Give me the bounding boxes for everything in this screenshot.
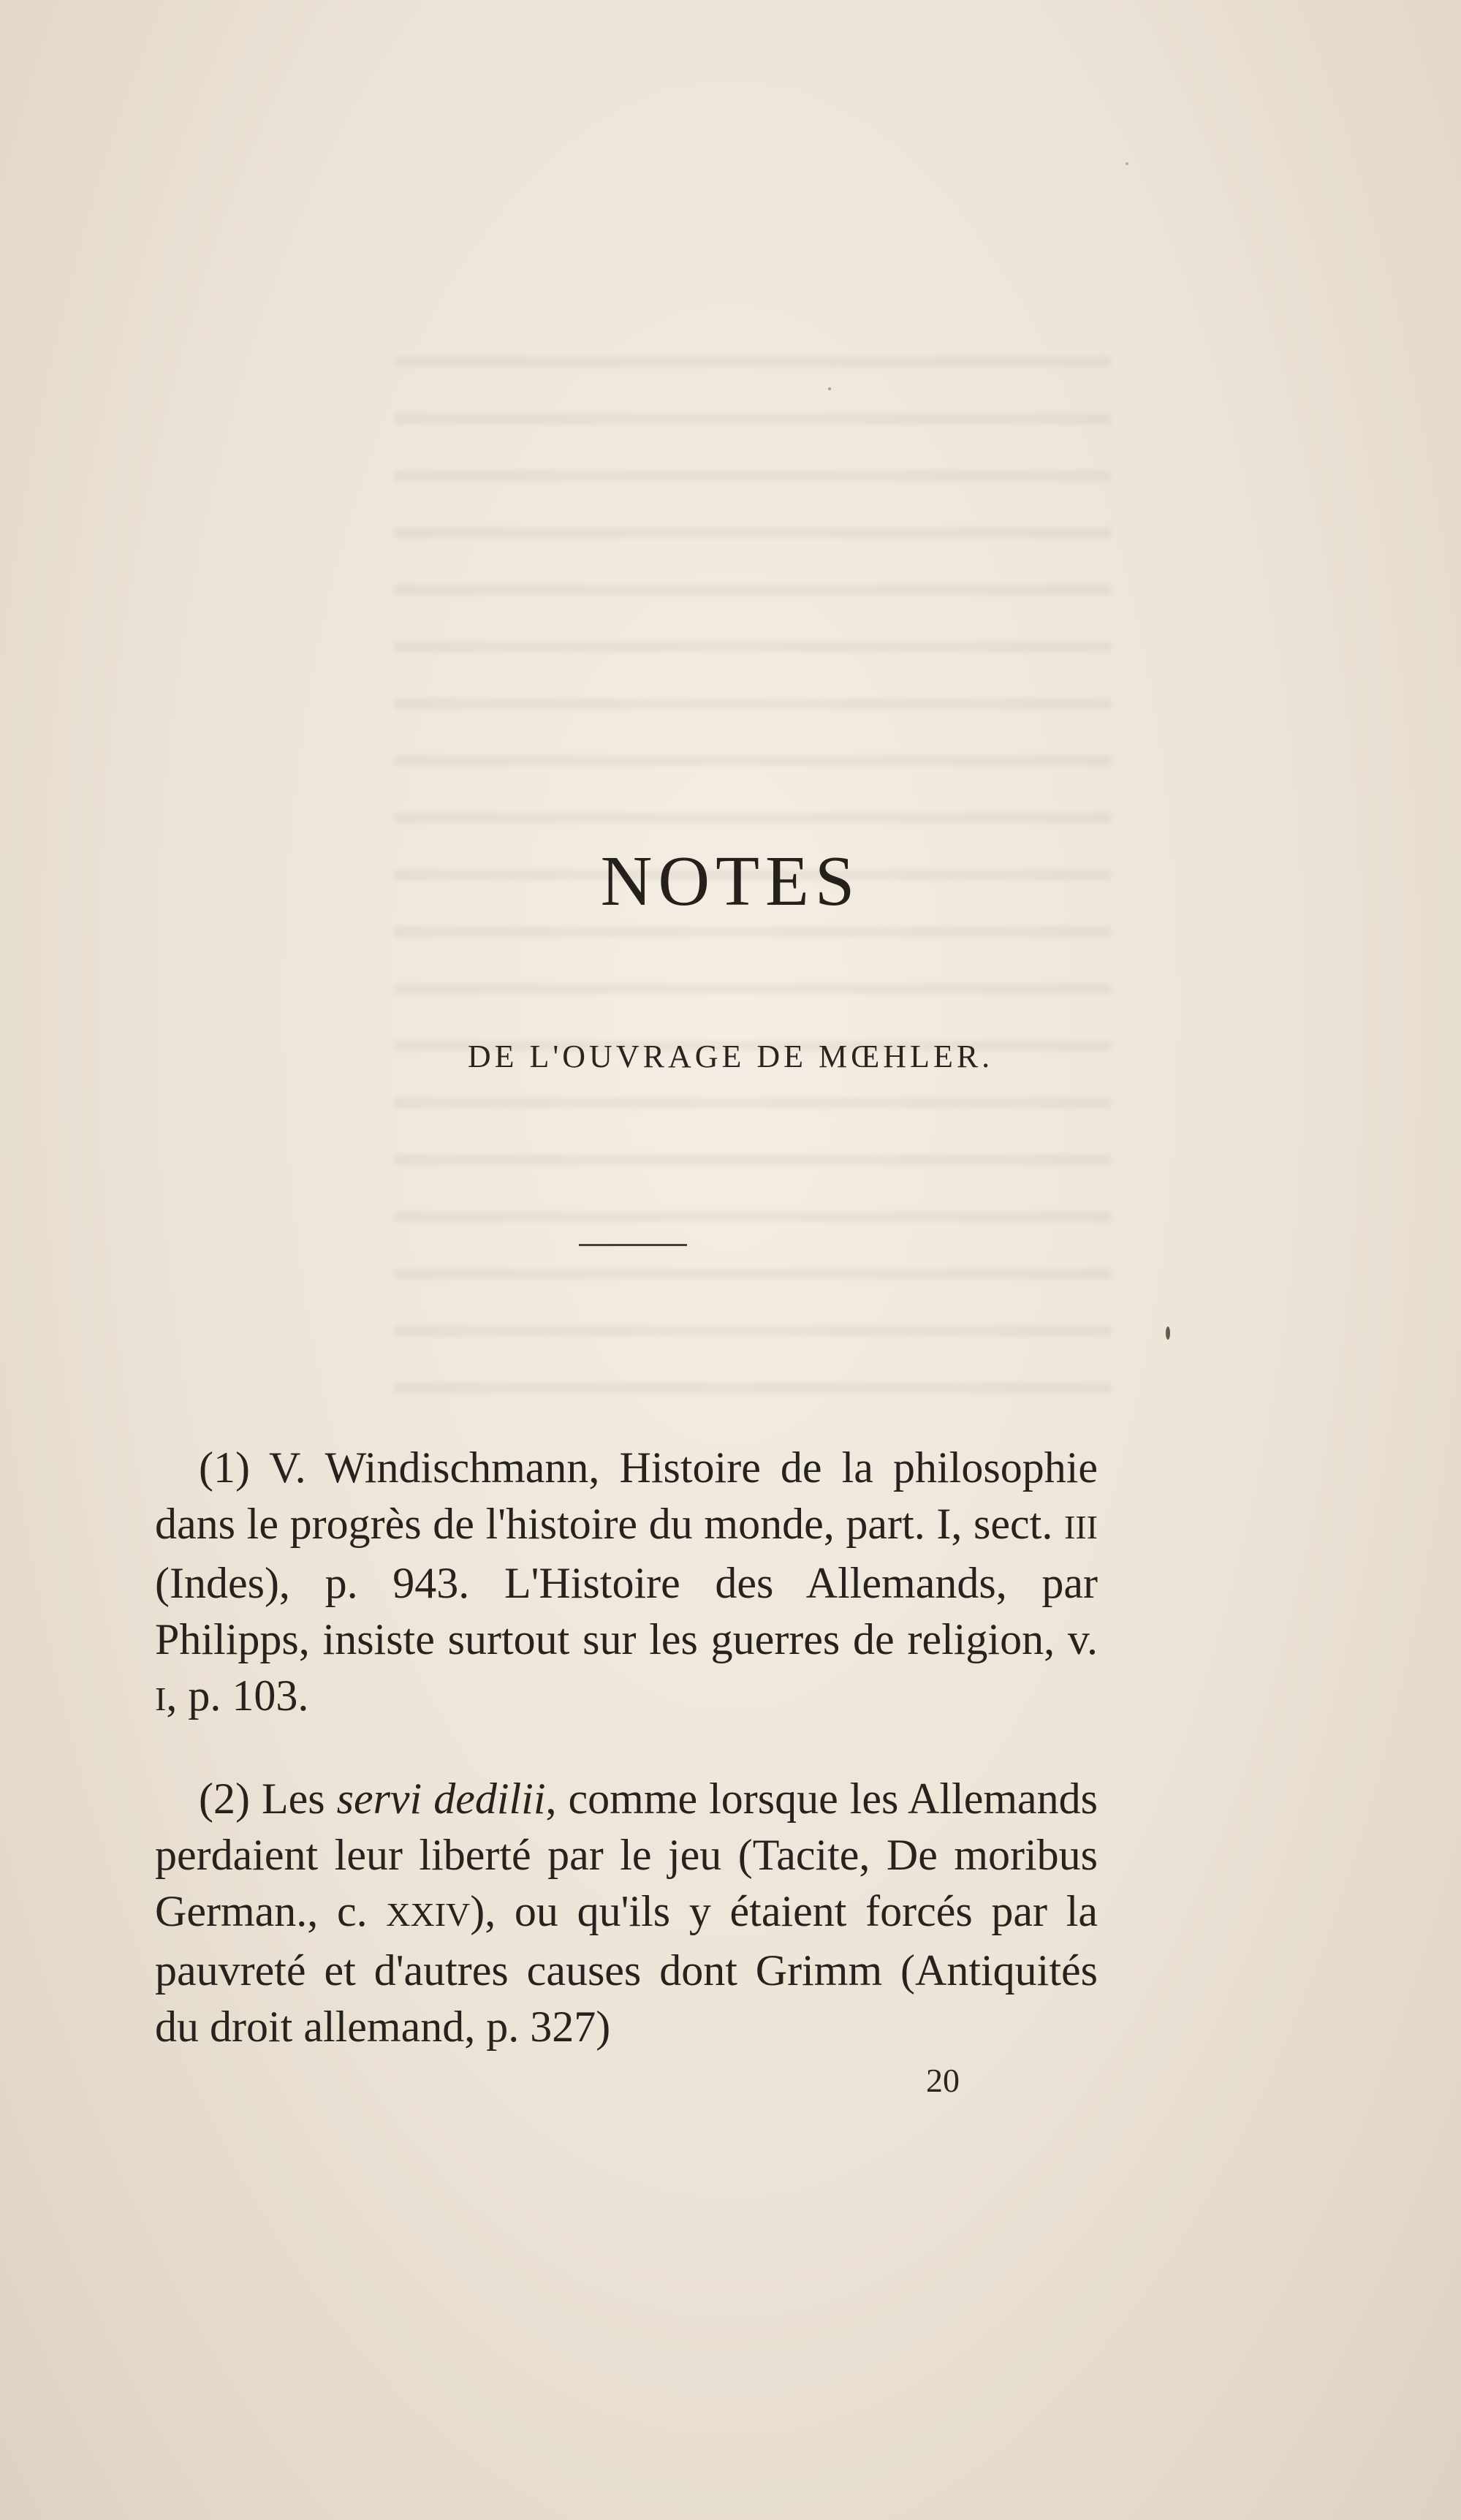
folio-signature: 20: [926, 2062, 960, 2099]
note-text: ), ou qu'ils y étaient forcés par la pauvreté et d'autres causes dont Grimm (Antiquités du droit allemand, p. 327): [155, 1887, 1098, 2051]
note-italic-term: servi dedilii: [336, 1775, 546, 1823]
paper-speck: [828, 387, 831, 390]
note-roman: I: [155, 1680, 167, 1718]
note-1: [155, 1440, 1098, 1727]
note-number: (2): [199, 1775, 250, 1823]
paper-speck: [1126, 162, 1128, 165]
notes-body: [155, 1440, 1098, 2099]
page-title: NOTES: [600, 842, 861, 921]
note-2: [155, 1771, 1098, 2055]
note-text: , p. 103.: [166, 1671, 309, 1720]
note-text: Les: [261, 1775, 337, 1823]
note-text: (Indes), p. 943. L'Histoire des Allemands, par Philipps, insiste surtout sur les guerres de religion, v.: [155, 1559, 1098, 1663]
paper-speck: [1166, 1327, 1170, 1340]
note-text: , comme lorsque les Allemands perdaient leur liberté par le jeu (Tacite, De moribus German., c.: [155, 1775, 1098, 1935]
section-divider: [579, 1244, 687, 1246]
page-subtitle: DE L'OUVRAGE DE MŒHLER.: [467, 1039, 994, 1074]
note-text: V. Windischmann, Histoire de la philosophie dans le progrès de l'histoire du monde, part. I, sect.: [155, 1443, 1098, 1548]
note-number: (1): [199, 1443, 250, 1492]
note-roman: XXIV: [386, 1896, 471, 1933]
note-roman: III: [1064, 1508, 1098, 1546]
